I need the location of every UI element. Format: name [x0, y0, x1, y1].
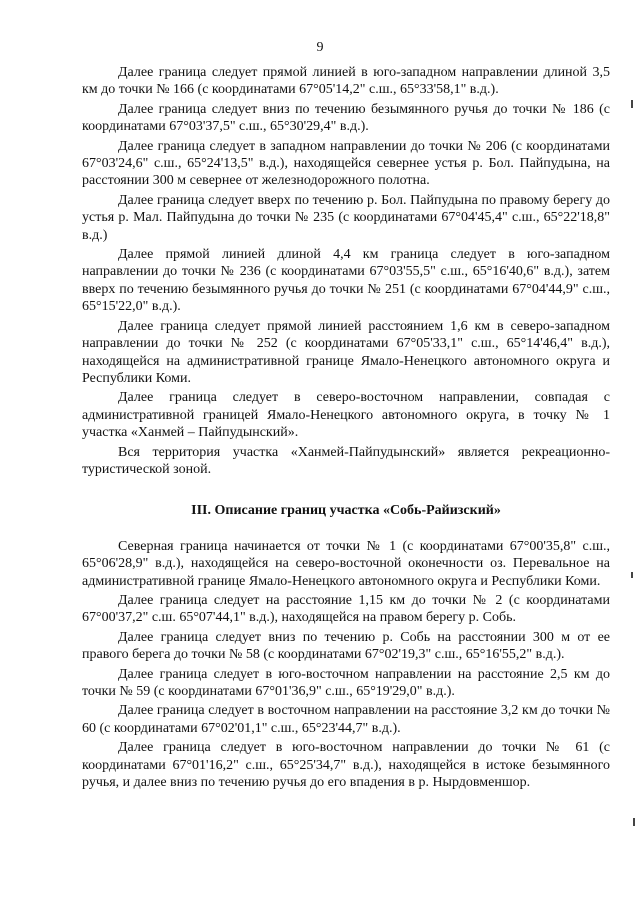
paragraph: Северная граница начинается от точки № 1 (с координатами 67°00'35,8" с.ш., 65°06'28,9" в.д.), находящейся на северо-восточной оконечности оз. Перевальное на административной границе Ямало-Ненецкого автономного округа и Республики Коми. [82, 538, 610, 589]
paragraph: Далее граница следует вверх по течению р. Бол. Пайпудына по правому берегу до устья р. Мал. Пайпудына до точки № 235 (с координатами 67°04'45,4" с.ш., 65°22'18,8" в.д.) [82, 192, 610, 243]
paragraph: Далее граница следует прямой линией расстоянием 1,6 км в северо-западном направлении до точки № 252 (с координатами 67°05'33,1" с.ш., 65°14'46,4" в.д.), находящейся на административной границе Ямало-Ненецкого автономного округа и Республики Коми. [82, 318, 610, 386]
paragraph: Далее граница следует вниз по течению р. Собь на расстоянии 300 м от ее правого берега до точки № 58 (с координатами 67°02'19,3" с.ш., 65°16'55,2" в.д.). [82, 629, 610, 663]
paragraph: Далее граница следует в западном направлении до точки № 206 (с координатами 67°03'24,6" с.ш., 65°24'13,5" в.д.), находящейся севернее устья р. Бол. Пайпудына, на расстоянии 300 м севернее от железнодорожного полотна. [82, 138, 610, 189]
page-number: 9 [316, 40, 324, 55]
document-body [82, 64, 610, 793]
paragraph: Далее граница следует в северо-восточном направлении, совпадая с административной границей Ямало-Ненецкого автономного округа, в точку № 1 участка «Ханмей – Пайпудынский». [82, 390, 610, 441]
scan-mark [633, 818, 635, 826]
paragraph: Вся территория участка «Ханмей-Пайпудынский» является рекреационно-туристической зоной. [82, 444, 610, 477]
paragraph: Далее прямой линией длиной 4,4 км граница следует в юго-западном направлении до точки № 236 (с координатами 67°03'55,5" с.ш., 65°16'40,6" в.д.), затем вверх по течению безымянного ручья до точки № 251 (с координатами 67°04'44,9" с.ш., 65°15'22,0" в.д.). [82, 247, 610, 315]
paragraph: Далее граница следует прямой линией в юго-западном направлении длиной 3,5 км до точки № 166 (с координатами 67°05'14,2" с.ш., 65°33'58,1" в.д.). [82, 65, 610, 98]
scan-mark [631, 100, 633, 108]
scan-mark [631, 572, 633, 578]
paragraph: Далее граница следует в восточном направлении на расстояние 3,2 км до точки № 60 (с координатами 67°02'01,1" с.ш., 65°23'44,7" в.д.). [82, 703, 610, 736]
paragraph: Далее граница следует вниз по течению безымянного ручья до точки № 186 (с координатами 67°03'37,5" с.ш., 65°30'29,4" в.д.). [82, 101, 610, 135]
paragraph: Далее граница следует в юго-восточном направлении до точки № 61 (с координатами 67°01'16,2" с.ш., 65°25'34,7" в.д.), находящейся в истоке безымянного ручья, и далее вниз по течению ручья до его впадения в р. Нырдовменшор. [82, 740, 610, 791]
section-heading: III. Описание границ участка «Собь-Райизский» [191, 503, 501, 519]
paragraph: Далее граница следует в юго-восточном направлении на расстояние 2,5 км до точки № 59 (с координатами 67°01'36,9" с.ш., 65°19'29,0" в.д.). [82, 666, 610, 699]
paragraph: Далее граница следует на расстояние 1,15 км до точки № 2 (с координатами 67°00'37,2" с.ш. 65°07'44,1" в.д.), находящейся на правом берегу р. Собь. [82, 592, 610, 626]
